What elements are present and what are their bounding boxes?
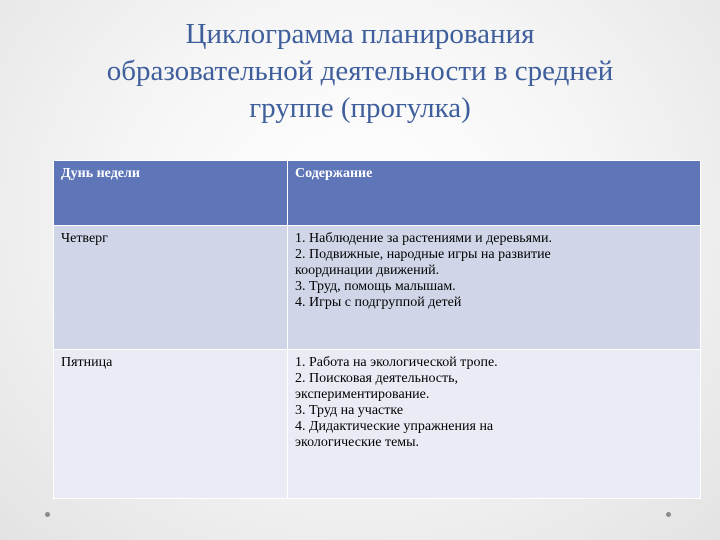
table-row: [54, 350, 701, 499]
title-line-3: группе (прогулка): [249, 92, 471, 124]
content-line: 1. Наблюдение за растениями и деревьями.: [295, 231, 552, 246]
content-line: экспериментирование.: [295, 387, 430, 402]
content-line: 2. Поисковая деятельность,: [295, 371, 459, 386]
day-cell: Четверг: [54, 226, 288, 350]
prev-slide-dot-icon[interactable]: [45, 512, 50, 517]
content-line: 1. Работа на экологической тропе.: [295, 355, 498, 370]
content-line: 2. Подвижные, народные игры на развитие: [295, 247, 551, 262]
title-line-1: Циклограмма планирования: [185, 18, 535, 50]
day-cell: Пятница: [54, 350, 288, 499]
header-day: Дунь недели: [54, 161, 288, 226]
header-content: Содержание: [288, 161, 701, 226]
table-row: [54, 226, 701, 350]
content-line: 3. Труд на участке: [295, 403, 404, 418]
next-slide-dot-icon[interactable]: [666, 512, 671, 517]
slide-title: [30, 16, 690, 127]
content-cell: [288, 226, 701, 350]
content-cell: [288, 350, 701, 499]
schedule-table: [53, 160, 701, 499]
content-line: 4. Игры с подгруппой детей: [295, 295, 462, 310]
content-line: экологические темы.: [295, 435, 420, 450]
title-line-2: образовательной деятельности в средней: [106, 55, 614, 87]
content-line: координации движений.: [295, 263, 440, 278]
table-header-row: [54, 161, 701, 226]
content-line: 3. Труд, помощь малышам.: [295, 279, 456, 294]
content-line: 4. Дидактические упражнения на: [295, 419, 494, 434]
